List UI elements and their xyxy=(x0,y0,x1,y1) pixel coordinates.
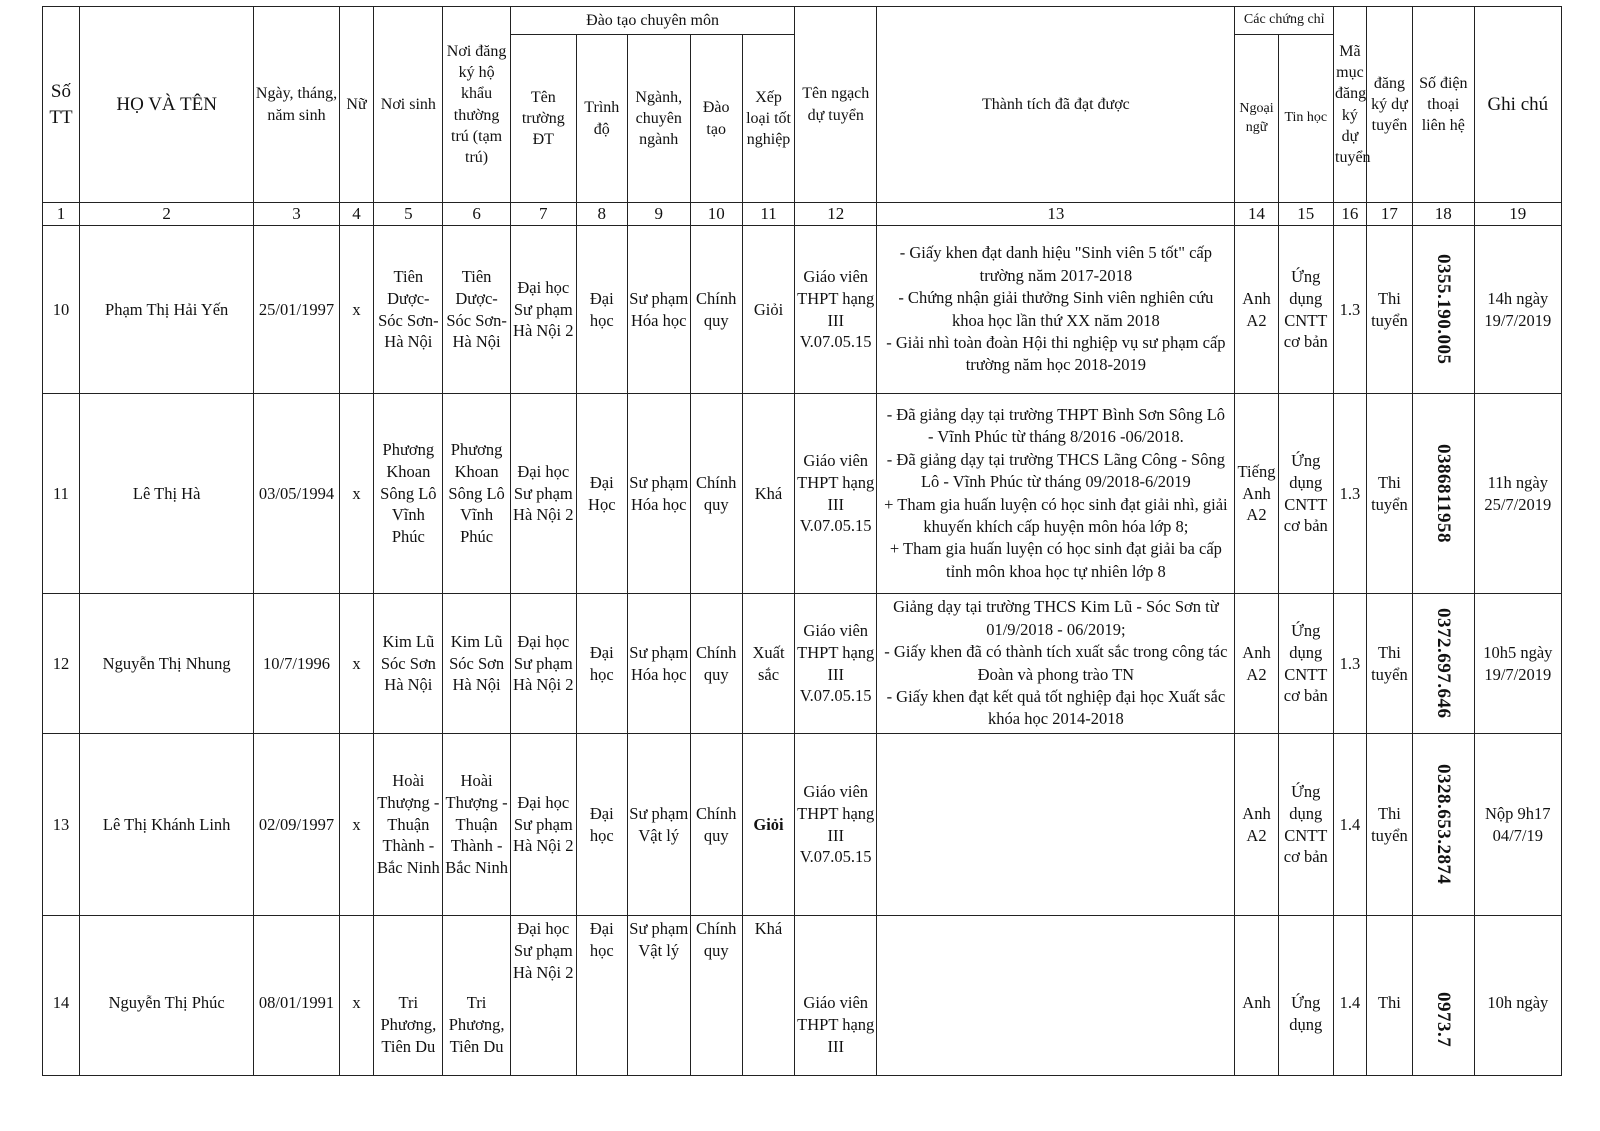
header-major: Ngành, chuyên ngành xyxy=(627,35,690,203)
header-code: Mã mục đăng ký dự tuyển xyxy=(1334,7,1367,203)
row-stt: 13 xyxy=(43,734,80,916)
row-grade: Giỏi xyxy=(742,734,794,916)
header-school: Tên trường ĐT xyxy=(510,35,576,203)
header-birthplace: Nơi sinh xyxy=(374,7,443,203)
header-stt: Số TT xyxy=(43,7,80,203)
column-number: 17 xyxy=(1366,203,1412,226)
row-birthplace: Phương Khoan Sông Lô Vĩnh Phúc xyxy=(374,394,443,594)
row-female: x xyxy=(339,594,374,734)
table-row xyxy=(43,594,1562,734)
column-number: 4 xyxy=(339,203,374,226)
header-phone: Số điện thoại liên hệ xyxy=(1413,7,1475,203)
row-grade: Xuất sắc xyxy=(742,594,794,734)
column-number: 1 xyxy=(43,203,80,226)
row-position: Giáo viên THPT hạng III xyxy=(795,916,877,1076)
row-major: Sư phạm Vật lý xyxy=(627,916,690,1076)
row-female: x xyxy=(339,226,374,394)
row-birthplace: Tri Phương, Tiên Du xyxy=(374,916,443,1076)
achievement-line: - Giải nhì toàn đoàn Hội thi nghiệp vụ sư phạm cấp trường năm học 2018-2019 xyxy=(886,332,1226,375)
row-major: Sư phạm Hóa học xyxy=(627,594,690,734)
table-header xyxy=(43,7,1562,226)
achievement-line: + Tham gia huấn luyện có học sinh đạt giải nhì, giải khuyến khích cấp huyện môn hóa lớp 8; xyxy=(884,494,1228,536)
row-school: Đại học Sư phạm Hà Nội 2 xyxy=(510,916,576,1076)
column-number: 10 xyxy=(690,203,742,226)
row-code: 1.4 xyxy=(1334,734,1367,916)
row-language: Anh A2 xyxy=(1235,734,1278,916)
row-major: Sư phạm Hóa học xyxy=(627,226,690,394)
row-phone xyxy=(1413,394,1475,594)
row-phone xyxy=(1413,916,1475,1076)
column-number: 2 xyxy=(79,203,253,226)
table-row xyxy=(43,916,1562,1076)
header-note: Ghi chú xyxy=(1474,7,1561,203)
row-phone xyxy=(1413,594,1475,734)
candidate-list-sheet xyxy=(42,6,1562,1064)
row-residence: Phương Khoan Sông Lô Vĩnh Phúc xyxy=(443,394,511,594)
row-residence: Hoài Thượng - Thuận Thành - Bắc Ninh xyxy=(443,734,511,916)
header-mode: Đào tạo xyxy=(690,35,742,203)
column-number: 7 xyxy=(510,203,576,226)
row-female: x xyxy=(339,734,374,916)
phone-number: 0973.7 xyxy=(1432,992,1454,1048)
achievement-line: - Đã giảng dạy tại trường THPT Bình Sơn Sông Lô - Vĩnh Phúc từ tháng 8/2016 -06/2018. xyxy=(886,404,1226,447)
row-mode: Chính quy xyxy=(690,594,742,734)
row-school: Đại học Sư phạm Hà Nội 2 xyxy=(510,734,576,916)
row-achievements xyxy=(877,734,1235,916)
row-language: Anh A2 xyxy=(1235,226,1278,394)
header-register: đăng ký dự tuyển xyxy=(1366,7,1412,203)
row-position: Giáo viên THPT hạng III V.07.05.15 xyxy=(795,394,877,594)
header-residence: Nơi đăng ký hộ khẩu thường trú (tạm trú) xyxy=(443,7,511,203)
row-language: Tiếng Anh A2 xyxy=(1235,394,1278,594)
column-number: 16 xyxy=(1334,203,1367,226)
phone-number: 0328.653.2874 xyxy=(1432,764,1454,885)
row-note: 14h ngày 19/7/2019 xyxy=(1474,226,1561,394)
column-number: 19 xyxy=(1474,203,1561,226)
column-number: 9 xyxy=(627,203,690,226)
row-note: Nộp 9h17 04/7/19 xyxy=(1474,734,1561,916)
row-residence: Tiên Dược-Sóc Sơn-Hà Nội xyxy=(443,226,511,394)
row-position: Giáo viên THPT hạng III V.07.05.15 xyxy=(795,594,877,734)
achievement-line: - Giấy khen đã có thành tích xuất sắc trong công tác Đoàn và phong trào TN xyxy=(884,642,1228,684)
achievement-line: - Giấy khen đạt kết quả tốt nghiệp đại học Xuất sắc khóa học 2014-2018 xyxy=(886,686,1226,729)
row-stt: 11 xyxy=(43,394,80,594)
row-dob: 02/09/1997 xyxy=(254,734,339,916)
row-birthplace: Hoài Thượng - Thuận Thành - Bắc Ninh xyxy=(374,734,443,916)
row-level: Đại Học xyxy=(576,394,627,594)
header-grade: Xếp loại tốt nghiệp xyxy=(742,35,794,203)
column-number-row xyxy=(43,203,1562,226)
row-mode: Chính quy xyxy=(690,226,742,394)
header-female: Nữ xyxy=(339,7,374,203)
row-level: Đại học xyxy=(576,734,627,916)
table-body xyxy=(43,226,1562,1076)
row-register: Thi tuyển xyxy=(1366,226,1412,394)
row-phone xyxy=(1413,734,1475,916)
row-register: Thi tuyển xyxy=(1366,594,1412,734)
row-mode: Chính quy xyxy=(690,916,742,1076)
row-language: Anh xyxy=(1235,916,1278,1076)
row-achievements xyxy=(877,226,1235,394)
row-phone xyxy=(1413,226,1475,394)
row-note: 10h ngày xyxy=(1474,916,1561,1076)
achievement-line: + Tham gia huấn luyện có học sinh đạt giải ba cấp tỉnh môn khoa học tự nhiên lớp 8 xyxy=(889,539,1222,581)
column-number: 6 xyxy=(443,203,511,226)
row-note: 11h ngày 25/7/2019 xyxy=(1474,394,1561,594)
achievement-line: - Đã giảng dạy tại trường THCS Lãng Công - Sông Lô - Vĩnh Phúc từ tháng 09/2018-6/2019 xyxy=(886,449,1225,492)
column-number: 15 xyxy=(1278,203,1333,226)
row-achievements xyxy=(877,394,1235,594)
row-grade: Khá xyxy=(742,394,794,594)
row-name: Lê Thị Khánh Linh xyxy=(79,734,253,916)
row-register: Thi tuyển xyxy=(1366,734,1412,916)
row-birthplace: Kim Lũ Sóc Sơn Hà Nội xyxy=(374,594,443,734)
column-number: 5 xyxy=(374,203,443,226)
row-dob: 08/01/1991 xyxy=(254,916,339,1076)
row-residence: Kim Lũ Sóc Sơn Hà Nội xyxy=(443,594,511,734)
column-number: 14 xyxy=(1235,203,1278,226)
row-name: Nguyễn Thị Phúc xyxy=(79,916,253,1076)
row-female: x xyxy=(339,394,374,594)
row-birthplace: Tiên Dược-Sóc Sơn-Hà Nội xyxy=(374,226,443,394)
row-level: Đại học xyxy=(576,916,627,1076)
row-major: Sư phạm Hóa học xyxy=(627,394,690,594)
header-achievements: Thành tích đã đạt được xyxy=(877,7,1235,203)
row-female: x xyxy=(339,916,374,1076)
row-grade: Giỏi xyxy=(742,226,794,394)
row-school: Đại học Sư phạm Hà Nội 2 xyxy=(510,226,576,394)
candidate-table xyxy=(42,6,1562,1076)
column-number: 12 xyxy=(795,203,877,226)
row-name: Nguyễn Thị Nhung xyxy=(79,594,253,734)
column-number: 8 xyxy=(576,203,627,226)
row-position: Giáo viên THPT hạng III V.07.05.15 xyxy=(795,734,877,916)
row-code: 1.3 xyxy=(1334,594,1367,734)
header-certs-group: Các chứng chỉ xyxy=(1235,7,1334,35)
row-dob: 25/01/1997 xyxy=(254,226,339,394)
row-achievements xyxy=(877,916,1235,1076)
row-code: 1.3 xyxy=(1334,226,1367,394)
row-mode: Chính quy xyxy=(690,394,742,594)
row-name: Phạm Thị Hải Yến xyxy=(79,226,253,394)
row-it: Ứng dụng CNTT cơ bản xyxy=(1278,226,1333,394)
header-language: Ngoại ngữ xyxy=(1235,35,1278,203)
row-mode: Chính quy xyxy=(690,734,742,916)
row-name: Lê Thị Hà xyxy=(79,394,253,594)
row-code: 1.4 xyxy=(1334,916,1367,1076)
row-stt: 10 xyxy=(43,226,80,394)
row-achievements xyxy=(877,594,1235,734)
column-number: 11 xyxy=(742,203,794,226)
row-school: Đại học Sư phạm Hà Nội 2 xyxy=(510,394,576,594)
header-position: Tên ngạch dự tuyển xyxy=(795,7,877,203)
row-note: 10h5 ngày 19/7/2019 xyxy=(1474,594,1561,734)
row-dob: 03/05/1994 xyxy=(254,394,339,594)
row-code: 1.3 xyxy=(1334,394,1367,594)
header-level: Trình độ xyxy=(576,35,627,203)
achievement-line: - Chứng nhận giải thưởng Sinh viên nghiên cứu khoa học lần thứ XX năm 2018 xyxy=(898,288,1214,330)
row-level: Đại học xyxy=(576,594,627,734)
table-row xyxy=(43,226,1562,394)
header-it: Tin học xyxy=(1278,35,1333,203)
row-language: Anh A2 xyxy=(1235,594,1278,734)
row-it: Ứng dụng xyxy=(1278,916,1333,1076)
row-stt: 12 xyxy=(43,594,80,734)
row-stt: 14 xyxy=(43,916,80,1076)
row-dob: 10/7/1996 xyxy=(254,594,339,734)
row-residence: Tri Phương, Tiên Du xyxy=(443,916,511,1076)
header-name: HỌ VÀ TÊN xyxy=(79,7,253,203)
column-number: 18 xyxy=(1413,203,1475,226)
header-training-group: Đào tạo chuyên môn xyxy=(510,7,794,35)
row-grade: Khá xyxy=(742,916,794,1076)
row-level: Đại học xyxy=(576,226,627,394)
header-dob: Ngày, tháng, năm sinh xyxy=(254,7,339,203)
row-register: Thi xyxy=(1366,916,1412,1076)
row-school: Đại học Sư phạm Hà Nội 2 xyxy=(510,594,576,734)
column-number: 13 xyxy=(877,203,1235,226)
table-row xyxy=(43,734,1562,916)
row-register: Thi tuyển xyxy=(1366,394,1412,594)
phone-number: 0355.190.005 xyxy=(1432,254,1454,365)
row-it: Ứng dụng CNTT cơ bản xyxy=(1278,734,1333,916)
achievement-line: - Giấy khen đạt danh hiệu "Sinh viên 5 tốt" cấp trường năm 2017-2018 xyxy=(899,243,1212,285)
column-number: 3 xyxy=(254,203,339,226)
row-it: Ứng dụng CNTT cơ bản xyxy=(1278,594,1333,734)
row-it: Ứng dụng CNTT cơ bản xyxy=(1278,394,1333,594)
achievement-line: Giảng dạy tại trường THCS Kim Lũ - Sóc Sơn từ 01/9/2018 - 06/2019; xyxy=(893,597,1219,639)
row-major: Sư phạm Vật lý xyxy=(627,734,690,916)
phone-number: 0372.697.646 xyxy=(1432,608,1454,719)
row-position: Giáo viên THPT hạng III V.07.05.15 xyxy=(795,226,877,394)
table-row xyxy=(43,394,1562,594)
phone-number: 0386811958 xyxy=(1432,444,1454,543)
